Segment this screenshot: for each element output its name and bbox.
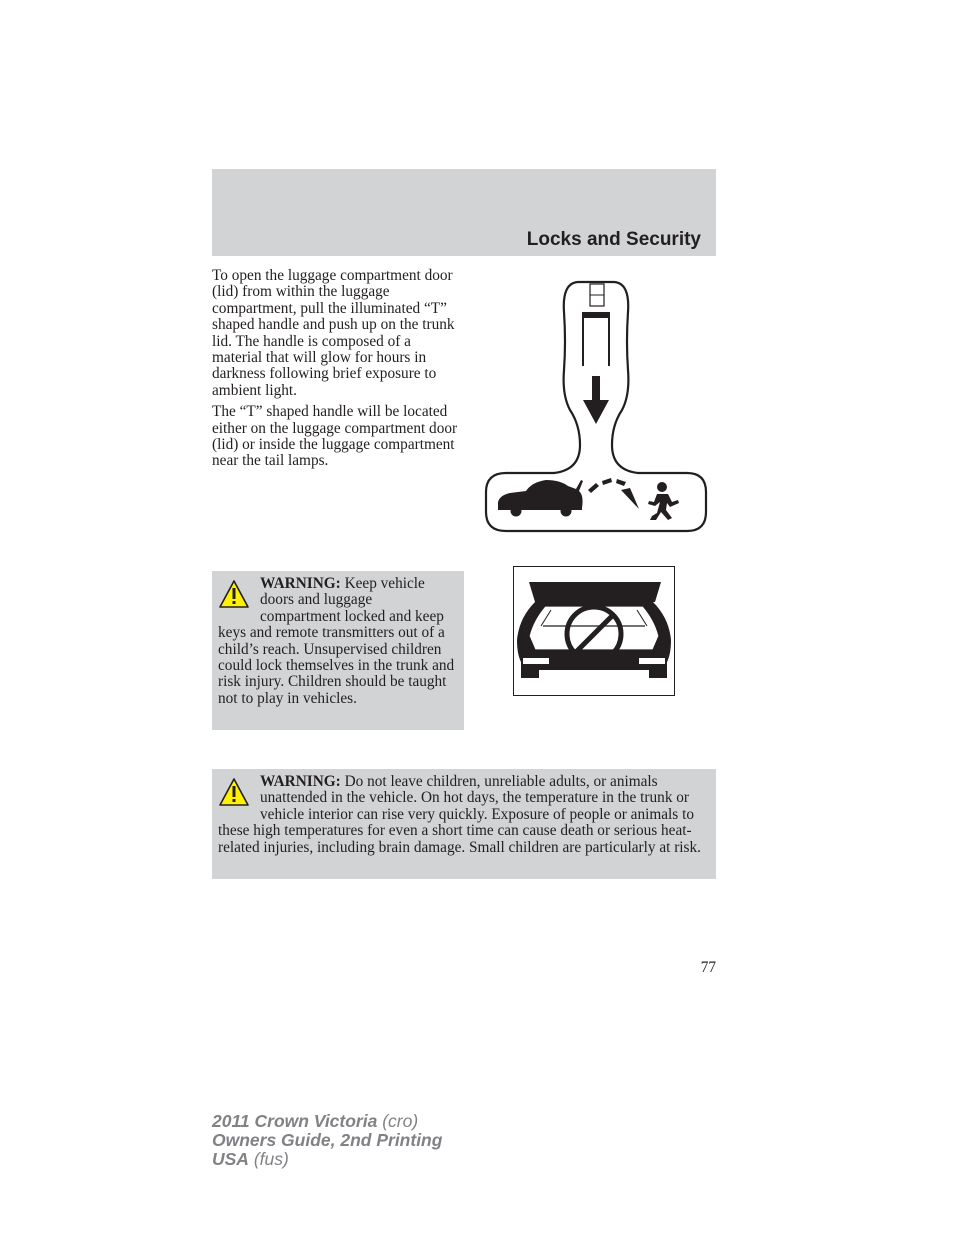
document-footer	[212, 1112, 442, 1169]
warning-label: WARNING:	[260, 773, 341, 790]
paragraph-1: To open the luggage compartment door (lid) from within the luggage compartment, pull the illuminated “T” shaped handle and push up on the trunk lid. The handle is composed of a material that will glow for hours in darkness following brief exposure to ambient light.	[212, 267, 455, 399]
page-number: 77	[700, 959, 716, 976]
body-text	[212, 268, 464, 475]
warning-triangle-icon	[218, 777, 250, 807]
warning-text: Do not leave children, unreliable adults, or animals unattended in the vehicle. On hot days, the temperature in the trunk or vehicle interior can rise very quickly. Exposure of people or animals to these high temperatures for even a short time can cause death or serious heat-related injuries, including brain damage. Small children are particularly at risk.	[218, 773, 701, 856]
trunk-release-handle-illustration	[484, 280, 709, 534]
footer-market: USA	[212, 1149, 249, 1169]
section-header-band	[212, 169, 716, 256]
trunk-opening	[529, 606, 659, 650]
warning-triangle-icon	[218, 579, 250, 609]
footer-market-code: (fus)	[253, 1149, 289, 1169]
warning-text: Keep vehicle doors and luggage compartment locked and keep keys and remote transmitters out of a child’s reach. Unsupervised children could lock themselves in the trunk and risk injury. Children should be taught not to play in vehicles.	[218, 575, 455, 707]
footer-guide: Owners Guide, 2nd Printing	[212, 1130, 443, 1150]
warning-box-children-trunk	[212, 571, 464, 730]
footer-line-1	[212, 1112, 442, 1131]
warning-label: WARNING:	[260, 575, 341, 592]
footer-line-3	[212, 1150, 442, 1169]
warning-box-heat	[212, 769, 716, 879]
section-title: Locks and Security	[526, 229, 701, 250]
footer-model: 2011 Crown Victoria	[212, 1111, 378, 1131]
paragraph-2: The “T” shaped handle will be located either on the luggage compartment door (lid) or inside the luggage compartment near the tail lamps.	[212, 403, 458, 470]
trunk-lid	[529, 582, 661, 602]
no-children-in-trunk-illustration	[513, 566, 675, 696]
footer-model-code: (cro)	[382, 1111, 419, 1131]
footer-line-2	[212, 1131, 442, 1150]
